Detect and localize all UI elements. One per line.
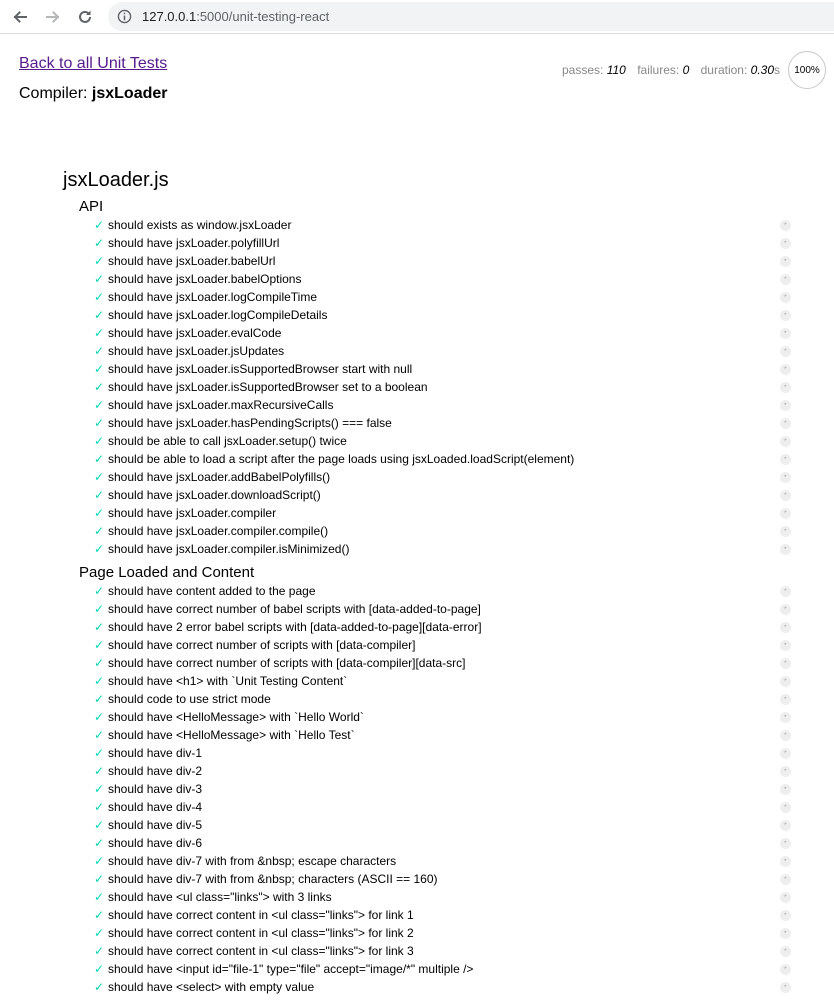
test-title[interactable]: should have correct number of babel scripts with [data-added-to-page] <box>108 602 481 616</box>
replay-icon[interactable]: ‣ <box>780 382 791 393</box>
test-title[interactable]: should have <HelloMessage> with `Hello World` <box>108 710 364 724</box>
duration-value: 0.30 <box>750 63 774 77</box>
test-row[interactable] <box>79 762 799 780</box>
replay-icon[interactable]: ‣ <box>780 292 791 303</box>
pass-check-icon: ✓ <box>94 326 105 340</box>
test-title[interactable]: should have jsxLoader.compiler.isMinimized() <box>108 542 350 556</box>
replay-icon[interactable]: ‣ <box>780 586 791 597</box>
passes-value: 110 <box>606 63 626 77</box>
test-row[interactable] <box>79 342 799 360</box>
pass-check-icon: ✓ <box>94 764 105 778</box>
test-title[interactable]: should have <HelloMessage> with `Hello Test` <box>108 728 355 742</box>
pass-check-icon: ✓ <box>94 506 105 520</box>
pass-check-icon: ✓ <box>94 872 105 886</box>
test-title[interactable]: should have correct number of scripts with [data-compiler] <box>108 638 416 652</box>
pass-check-icon: ✓ <box>94 218 105 232</box>
test-row[interactable] <box>79 270 799 288</box>
pass-check-icon: ✓ <box>94 782 105 796</box>
test-row[interactable] <box>79 924 799 942</box>
test-title[interactable]: should have div-5 <box>108 818 203 832</box>
test-row[interactable] <box>79 708 799 726</box>
replay-icon[interactable]: ‣ <box>780 544 791 555</box>
pass-check-icon: ✓ <box>94 728 105 742</box>
test-list <box>79 216 799 558</box>
replay-icon[interactable]: ‣ <box>780 910 791 921</box>
test-title[interactable]: should exists as window.jsxLoader <box>108 218 292 232</box>
failures-value: 0 <box>682 63 690 77</box>
test-row[interactable] <box>79 468 799 486</box>
test-row[interactable] <box>79 780 799 798</box>
test-title[interactable]: should have jsxLoader.babelUrl <box>108 254 276 268</box>
test-title[interactable]: should have jsxLoader.polyfillUrl <box>108 236 280 250</box>
test-title[interactable]: should have jsxLoader.hasPendingScripts() === false <box>108 416 392 430</box>
pass-check-icon: ✓ <box>94 272 105 286</box>
test-row[interactable] <box>79 324 799 342</box>
replay-icon[interactable]: ‣ <box>780 400 791 411</box>
test-title[interactable]: should have jsxLoader.babelOptions <box>108 272 302 286</box>
test-row[interactable] <box>79 486 799 504</box>
test-row[interactable] <box>79 234 799 252</box>
test-title[interactable]: should have jsxLoader.logCompileDetails <box>108 308 328 322</box>
test-title[interactable]: should have jsxLoader.addBabelPolyfills() <box>108 470 331 484</box>
pass-check-icon: ✓ <box>94 620 105 634</box>
replay-icon[interactable]: ‣ <box>780 220 791 231</box>
test-row[interactable] <box>79 672 799 690</box>
replay-icon[interactable]: ‣ <box>780 640 791 651</box>
replay-icon[interactable]: ‣ <box>780 274 791 285</box>
test-title[interactable]: should have div-7 with from &nbsp; escape characters <box>108 854 397 868</box>
replay-icon[interactable]: ‣ <box>780 928 791 939</box>
compiler-label: Compiler: <box>19 85 92 102</box>
replay-icon[interactable]: ‣ <box>780 874 791 885</box>
pass-check-icon: ✓ <box>94 308 105 322</box>
pass-check-icon: ✓ <box>94 674 105 688</box>
pass-check-icon: ✓ <box>94 926 105 940</box>
test-title[interactable]: should have jsxLoader.logCompileTime <box>108 290 318 304</box>
pass-check-icon: ✓ <box>94 434 105 448</box>
pass-check-icon: ✓ <box>94 746 105 760</box>
test-title[interactable]: should have div-3 <box>108 782 203 796</box>
test-title[interactable]: should have jsxLoader.maxRecursiveCalls <box>108 398 334 412</box>
pass-check-icon: ✓ <box>94 524 105 538</box>
test-title[interactable]: should have jsxLoader.jsUpdates <box>108 344 285 358</box>
test-title[interactable]: should have jsxLoader.compiler.compile() <box>108 524 329 538</box>
pass-check-icon: ✓ <box>94 890 105 904</box>
replay-icon[interactable]: ‣ <box>780 784 791 795</box>
replay-icon[interactable]: ‣ <box>780 256 791 267</box>
test-row[interactable] <box>79 306 799 324</box>
pass-check-icon: ✓ <box>94 362 105 376</box>
pass-check-icon: ✓ <box>94 542 105 556</box>
passes-stat[interactable] <box>562 63 626 77</box>
pass-check-icon: ✓ <box>94 584 105 598</box>
test-row[interactable] <box>79 288 799 306</box>
pass-check-icon: ✓ <box>94 416 105 430</box>
test-title[interactable]: should have jsxLoader.downloadScript() <box>108 488 321 502</box>
replay-icon[interactable]: ‣ <box>780 658 791 669</box>
test-title[interactable]: should code to use strict mode <box>108 692 271 706</box>
pass-check-icon: ✓ <box>94 854 105 868</box>
pass-check-icon: ✓ <box>94 398 105 412</box>
info-icon[interactable] <box>117 9 132 24</box>
test-title[interactable]: should have jsxLoader.evalCode <box>108 326 282 340</box>
test-title[interactable]: should be able to call jsxLoader.setup() twice <box>108 434 347 448</box>
back-to-all-tests-link[interactable]: Back to all Unit Tests <box>19 55 168 72</box>
replay-icon[interactable]: ‣ <box>780 436 791 447</box>
forward-button[interactable] <box>42 6 64 28</box>
pass-check-icon: ✓ <box>94 380 105 394</box>
suite-section <box>79 564 799 996</box>
test-row[interactable] <box>79 582 799 600</box>
replay-icon[interactable]: ‣ <box>780 676 791 687</box>
url-host: 127.0.0.1 <box>142 9 197 24</box>
suite-section <box>79 198 799 558</box>
progress-indicator: 100% <box>788 51 826 89</box>
duration-label: duration: <box>700 63 748 77</box>
test-title[interactable]: should have div-7 with from &nbsp; characters (ASCII == 160) <box>108 872 438 886</box>
reload-button[interactable] <box>74 6 96 28</box>
suite-title[interactable]: jsxLoader.js <box>63 169 169 191</box>
pass-check-icon: ✓ <box>94 836 105 850</box>
test-row[interactable] <box>79 504 799 522</box>
compiler-name: jsxLoader <box>91 85 168 102</box>
pass-check-icon: ✓ <box>94 980 105 994</box>
test-row[interactable] <box>79 618 799 636</box>
failures-stat[interactable] <box>637 63 689 77</box>
test-row[interactable] <box>79 888 799 906</box>
replay-icon[interactable]: ‣ <box>780 238 791 249</box>
test-row[interactable] <box>79 540 799 558</box>
test-title[interactable]: should have div-4 <box>108 800 203 814</box>
replay-icon[interactable]: ‣ <box>780 946 791 957</box>
replay-icon[interactable]: ‣ <box>780 856 791 867</box>
pass-check-icon: ✓ <box>94 488 105 502</box>
test-title[interactable]: should have <select> with empty value <box>108 980 315 994</box>
replay-icon[interactable]: ‣ <box>780 310 791 321</box>
test-row[interactable] <box>79 960 799 978</box>
browser-toolbar <box>0 0 834 34</box>
test-title[interactable]: should have correct content in <ul class="links"> for link 2 <box>108 926 414 940</box>
section-title[interactable]: Page Loaded and Content <box>79 564 255 581</box>
test-row[interactable] <box>79 432 799 450</box>
pass-check-icon: ✓ <box>94 290 105 304</box>
passes-label: passes: <box>562 63 604 77</box>
test-title[interactable]: should have <ul class="links"> with 3 links <box>108 890 332 904</box>
replay-icon[interactable]: ‣ <box>780 454 791 465</box>
test-row[interactable] <box>79 378 799 396</box>
test-row[interactable] <box>79 450 799 468</box>
replay-icon[interactable]: ‣ <box>780 730 791 741</box>
test-row[interactable] <box>79 690 799 708</box>
test-row[interactable] <box>79 870 799 888</box>
compiler-line <box>19 85 168 103</box>
pass-check-icon: ✓ <box>94 656 105 670</box>
pass-check-icon: ✓ <box>94 800 105 814</box>
test-row[interactable] <box>79 216 799 234</box>
replay-icon[interactable]: ‣ <box>780 892 791 903</box>
test-title[interactable]: should have correct content in <ul class="links"> for link 3 <box>108 944 414 958</box>
test-row[interactable] <box>79 522 799 540</box>
test-row[interactable] <box>79 726 799 744</box>
pass-check-icon: ✓ <box>94 908 105 922</box>
pass-check-icon: ✓ <box>94 710 105 724</box>
test-title[interactable]: should have 2 error babel scripts with [data-added-to-page][data-error] <box>108 620 482 634</box>
test-title[interactable]: should have correct number of scripts with [data-compiler][data-src] <box>108 656 466 670</box>
replay-icon[interactable]: ‣ <box>780 694 791 705</box>
test-row[interactable] <box>79 600 799 618</box>
replay-icon[interactable]: ‣ <box>780 838 791 849</box>
test-title[interactable]: should be able to load a script after the page loads using jsxLoaded.loadScript(element) <box>108 452 575 466</box>
test-list <box>79 582 799 996</box>
pass-check-icon: ✓ <box>94 692 105 706</box>
replay-icon[interactable]: ‣ <box>780 346 791 357</box>
pass-check-icon: ✓ <box>94 602 105 616</box>
pass-check-icon: ✓ <box>94 962 105 976</box>
test-title[interactable]: should have div-2 <box>108 764 203 778</box>
pass-check-icon: ✓ <box>94 944 105 958</box>
url-text[interactable] <box>142 9 329 24</box>
test-row[interactable] <box>79 360 799 378</box>
failures-label: failures: <box>637 63 680 77</box>
test-row[interactable] <box>79 252 799 270</box>
test-row[interactable] <box>79 654 799 672</box>
pass-check-icon: ✓ <box>94 236 105 250</box>
replay-icon[interactable]: ‣ <box>780 748 791 759</box>
replay-icon[interactable]: ‣ <box>780 526 791 537</box>
pass-check-icon: ✓ <box>94 638 105 652</box>
duration-stat <box>701 63 780 77</box>
test-row[interactable] <box>79 816 799 834</box>
test-row[interactable] <box>79 636 799 654</box>
replay-icon[interactable]: ‣ <box>780 820 791 831</box>
back-arrow-icon <box>12 9 28 25</box>
test-row[interactable] <box>79 942 799 960</box>
pass-check-icon: ✓ <box>94 452 105 466</box>
replay-icon[interactable]: ‣ <box>780 364 791 375</box>
replay-icon[interactable]: ‣ <box>780 490 791 501</box>
pass-check-icon: ✓ <box>94 470 105 484</box>
test-title[interactable]: should have div-6 <box>108 836 203 850</box>
test-title[interactable]: should have content added to the page <box>108 584 316 598</box>
test-row[interactable] <box>79 798 799 816</box>
replay-icon[interactable]: ‣ <box>780 328 791 339</box>
replay-icon[interactable]: ‣ <box>780 622 791 633</box>
replay-icon[interactable]: ‣ <box>780 472 791 483</box>
replay-icon[interactable]: ‣ <box>780 712 791 723</box>
address-bar[interactable] <box>108 2 834 31</box>
pass-check-icon: ✓ <box>94 344 105 358</box>
replay-icon[interactable]: ‣ <box>780 802 791 813</box>
test-title[interactable]: should have correct content in <ul class="links"> for link 1 <box>108 908 414 922</box>
replay-icon[interactable]: ‣ <box>780 964 791 975</box>
url-path: :5000/unit-testing-react <box>196 9 330 24</box>
reload-icon <box>77 9 93 25</box>
test-row[interactable] <box>79 906 799 924</box>
section-title[interactable]: API <box>79 198 104 215</box>
test-title[interactable]: should have <input id="file-1" type="file" accept="image/*" multiple /> <box>108 962 474 976</box>
test-row[interactable] <box>79 978 799 996</box>
replay-icon[interactable]: ‣ <box>780 766 791 777</box>
test-title[interactable]: should have jsxLoader.compiler <box>108 506 277 520</box>
test-row[interactable] <box>79 744 799 762</box>
replay-icon[interactable]: ‣ <box>780 604 791 615</box>
test-title[interactable]: should have jsxLoader.isSupportedBrowser start with null <box>108 362 413 376</box>
replay-icon[interactable]: ‣ <box>780 418 791 429</box>
test-row[interactable] <box>79 414 799 432</box>
test-title[interactable]: should have div-1 <box>108 746 203 760</box>
test-row[interactable] <box>79 852 799 870</box>
test-row[interactable] <box>79 834 799 852</box>
back-button[interactable] <box>9 6 31 28</box>
test-title[interactable]: should have jsxLoader.isSupportedBrowser set to a boolean <box>108 380 428 394</box>
pass-check-icon: ✓ <box>94 818 105 832</box>
replay-icon[interactable]: ‣ <box>780 982 791 993</box>
duration-unit: s <box>774 63 780 77</box>
test-row[interactable] <box>79 396 799 414</box>
test-title[interactable]: should have <h1> with `Unit Testing Content` <box>108 674 348 688</box>
replay-icon[interactable]: ‣ <box>780 508 791 519</box>
pass-check-icon: ✓ <box>94 254 105 268</box>
test-stats <box>554 63 780 77</box>
forward-arrow-icon <box>45 9 61 25</box>
